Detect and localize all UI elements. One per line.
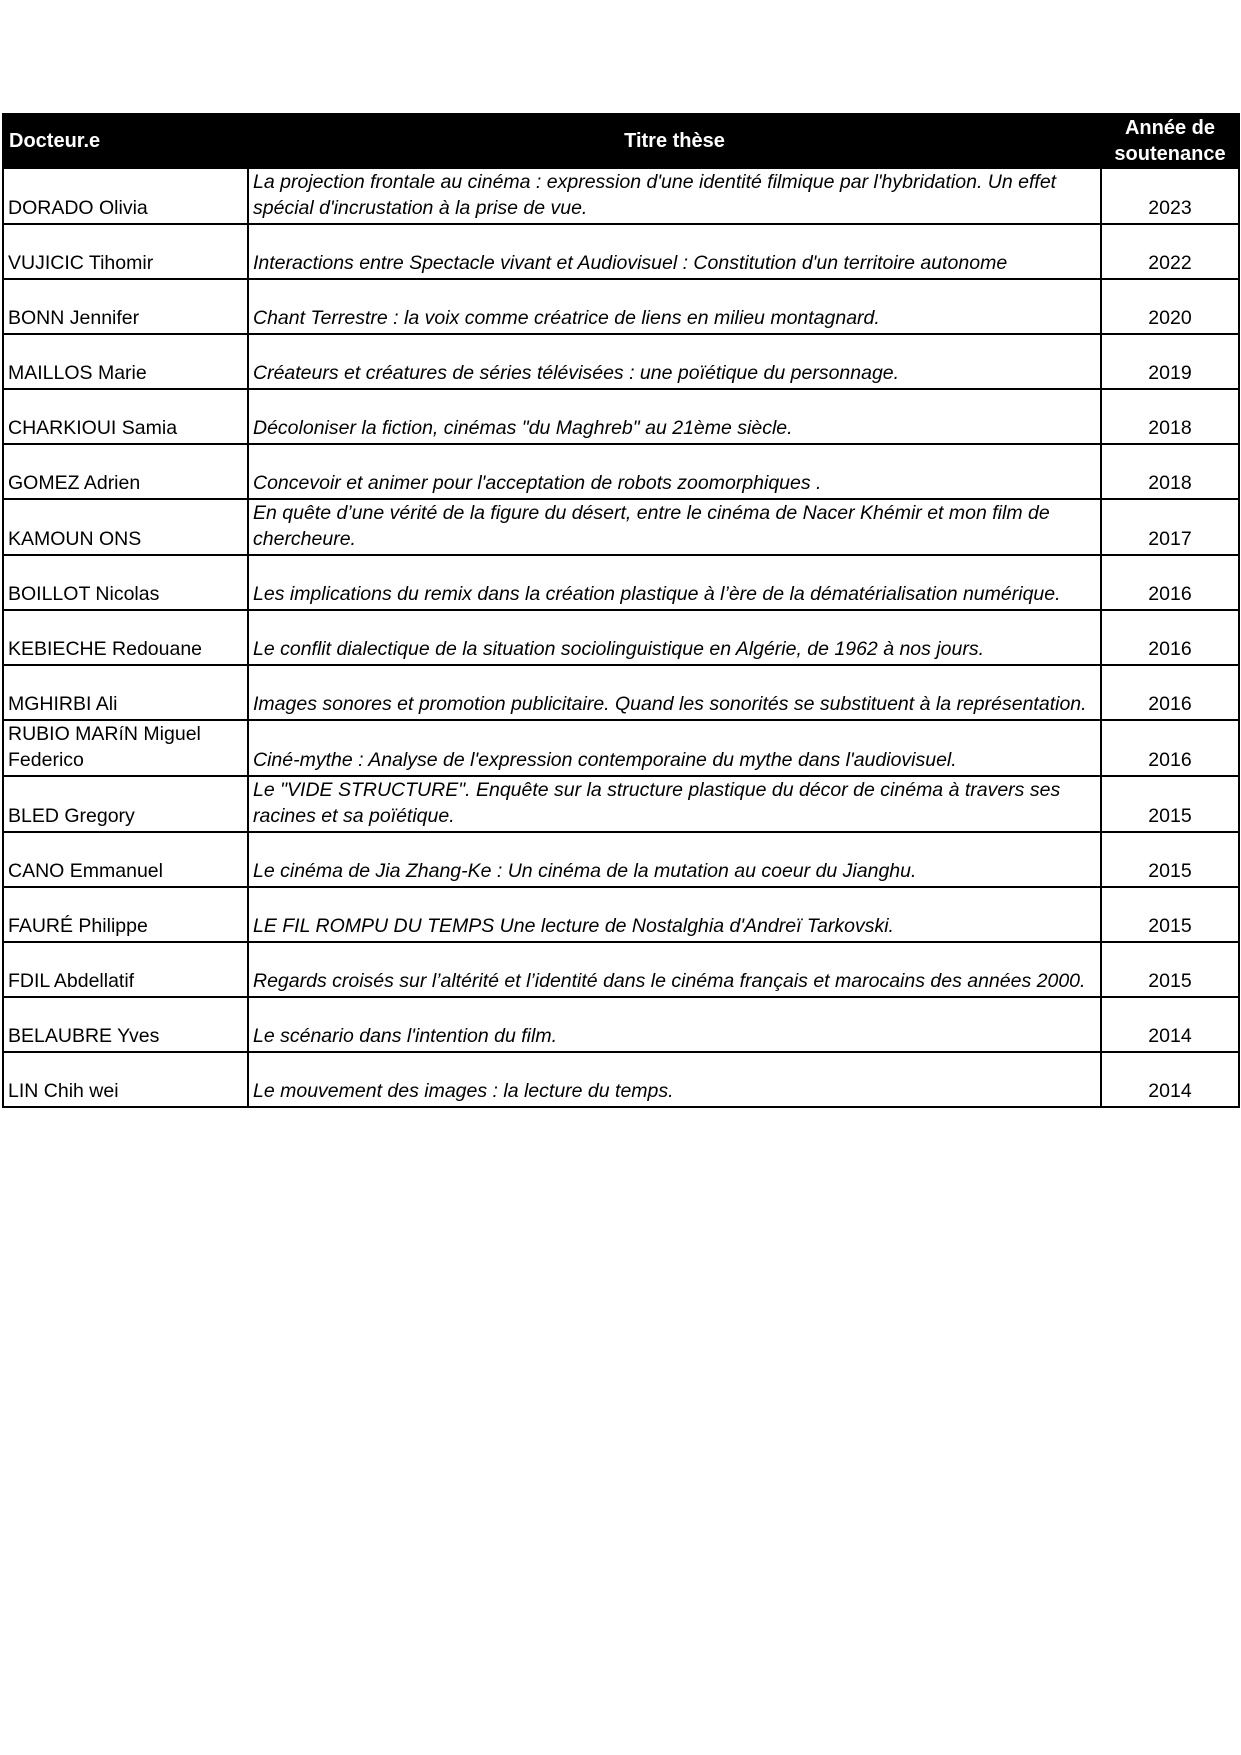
table-row — [3, 334, 1239, 389]
titre-these-cell: Les implications du remix dans la création plastique à l’ère de la dématérialisation numérique. — [248, 555, 1101, 610]
titre-these-cell: Le "VIDE STRUCTURE". Enquête sur la structure plastique du décor de cinéma à travers ses racines et sa poïétique. — [248, 776, 1101, 832]
docteur-cell: LIN Chih wei — [3, 1052, 248, 1107]
titre-these-cell: Images sonores et promotion publicitaire. Quand les sonorités se substituent à la représentation. — [248, 665, 1101, 720]
table-row — [3, 942, 1239, 997]
annee-cell: 2014 — [1101, 997, 1239, 1052]
titre-these-cell: Ciné-mythe : Analyse de l'expression contemporaine du mythe dans l'audiovisuel. — [248, 720, 1101, 776]
docteur-cell: CHARKIOUI Samia — [3, 389, 248, 444]
titre-these-cell: Chant Terrestre : la voix comme créatrice de liens en milieu montagnard. — [248, 279, 1101, 334]
docteur-cell: DORADO Olivia — [3, 168, 248, 224]
titre-these-cell: Le conflit dialectique de la situation sociolinguistique en Algérie, de 1962 à nos jours. — [248, 610, 1101, 665]
docteur-cell: KAMOUN ONS — [3, 499, 248, 555]
annee-cell: 2022 — [1101, 224, 1239, 279]
table-row — [3, 887, 1239, 942]
header-annee-soutenance: Année de soutenance — [1101, 114, 1239, 168]
table-row — [3, 665, 1239, 720]
annee-cell: 2023 — [1101, 168, 1239, 224]
annee-cell: 2015 — [1101, 776, 1239, 832]
docteur-cell: BLED Gregory — [3, 776, 248, 832]
docteur-cell: MAILLOS Marie — [3, 334, 248, 389]
titre-these-cell: Concevoir et animer pour l'acceptation de robots zoomorphiques . — [248, 444, 1101, 499]
annee-cell: 2015 — [1101, 832, 1239, 887]
titre-these-cell: La projection frontale au cinéma : expression d'une identité filmique par l'hybridation. Un effet spécial d'incrustation à la prise de vue. — [248, 168, 1101, 224]
table-row — [3, 555, 1239, 610]
annee-cell: 2017 — [1101, 499, 1239, 555]
table-row — [3, 444, 1239, 499]
titre-these-cell: LE FIL ROMPU DU TEMPS Une lecture de Nostalghia d'Andreï Tarkovski. — [248, 887, 1101, 942]
theses-sheet — [2, 113, 1238, 1108]
table-row — [3, 832, 1239, 887]
table-row — [3, 279, 1239, 334]
annee-cell: 2016 — [1101, 720, 1239, 776]
docteur-cell: VUJICIC Tihomir — [3, 224, 248, 279]
docteur-cell: BOILLOT Nicolas — [3, 555, 248, 610]
table-row — [3, 224, 1239, 279]
annee-cell: 2016 — [1101, 555, 1239, 610]
docteur-cell: CANO Emmanuel — [3, 832, 248, 887]
table-row — [3, 1052, 1239, 1107]
docteur-cell: FAURÉ Philippe — [3, 887, 248, 942]
docteur-cell: RUBIO MARíN Miguel Federico — [3, 720, 248, 776]
titre-these-cell: Le mouvement des images : la lecture du temps. — [248, 1052, 1101, 1107]
docteur-cell: FDIL Abdellatif — [3, 942, 248, 997]
titre-these-cell: Créateurs et créatures de séries télévisées : une poïétique du personnage. — [248, 334, 1101, 389]
table-row — [3, 776, 1239, 832]
annee-cell: 2018 — [1101, 389, 1239, 444]
titre-these-cell: Le scénario dans l'intention du film. — [248, 997, 1101, 1052]
annee-cell: 2018 — [1101, 444, 1239, 499]
header-row — [3, 114, 1239, 168]
table-row — [3, 610, 1239, 665]
header-docteur: Docteur.e — [3, 114, 248, 168]
docteur-cell: GOMEZ Adrien — [3, 444, 248, 499]
titre-these-cell: Interactions entre Spectacle vivant et Audiovisuel : Constitution d'un territoire autonome — [248, 224, 1101, 279]
table-header — [3, 114, 1239, 168]
titre-these-cell: Décoloniser la fiction, cinémas "du Maghreb" au 21ème siècle. — [248, 389, 1101, 444]
annee-cell: 2016 — [1101, 665, 1239, 720]
annee-cell: 2016 — [1101, 610, 1239, 665]
docteur-cell: BONN Jennifer — [3, 279, 248, 334]
theses-table — [2, 113, 1240, 1108]
docteur-cell: KEBIECHE Redouane — [3, 610, 248, 665]
annee-cell: 2015 — [1101, 942, 1239, 997]
annee-cell: 2020 — [1101, 279, 1239, 334]
table-row — [3, 168, 1239, 224]
docteur-cell: BELAUBRE Yves — [3, 997, 248, 1052]
titre-these-cell: Le cinéma de Jia Zhang-Ke : Un cinéma de la mutation au coeur du Jianghu. — [248, 832, 1101, 887]
table-row — [3, 997, 1239, 1052]
annee-cell: 2019 — [1101, 334, 1239, 389]
docteur-cell: MGHIRBI Ali — [3, 665, 248, 720]
header-titre-these: Titre thèse — [248, 114, 1101, 168]
table-row — [3, 720, 1239, 776]
annee-cell: 2014 — [1101, 1052, 1239, 1107]
table-row — [3, 499, 1239, 555]
table-row — [3, 389, 1239, 444]
annee-cell: 2015 — [1101, 887, 1239, 942]
titre-these-cell: En quête d’une vérité de la figure du désert, entre le cinéma de Nacer Khémir et mon film de chercheure. — [248, 499, 1101, 555]
titre-these-cell: Regards croisés sur l’altérité et l’identité dans le cinéma français et marocains des années 2000. — [248, 942, 1101, 997]
table-body — [3, 168, 1239, 1107]
